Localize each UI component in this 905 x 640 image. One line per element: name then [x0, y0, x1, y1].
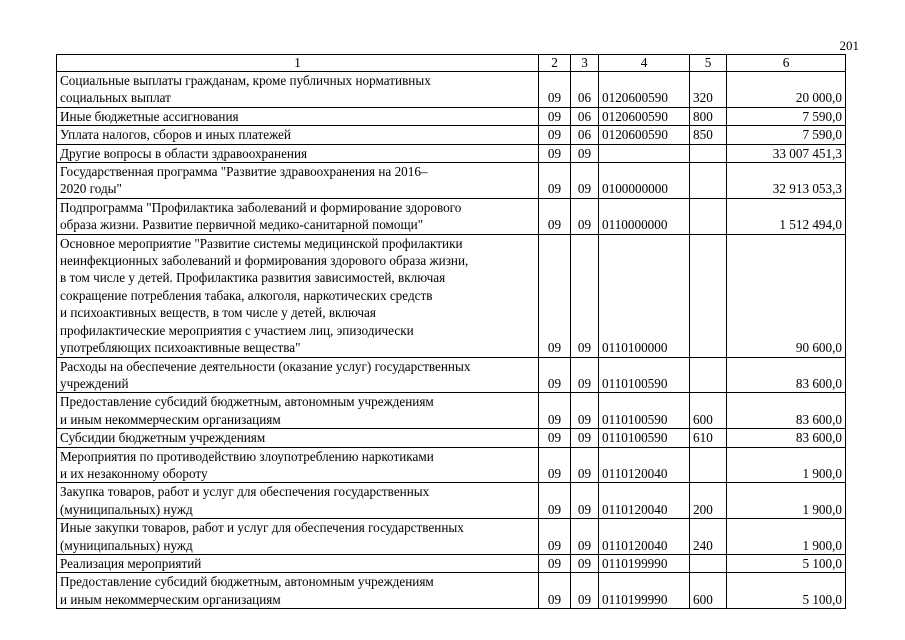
row-name-line: Мероприятия по противодействию злоупотреблению наркотиками [60, 448, 434, 464]
row-sum: 83 600,0 [727, 357, 846, 393]
row-target-article: 0110100590 [599, 393, 690, 429]
table-body [57, 72, 846, 609]
row-subsection: 09 [571, 393, 599, 429]
row-name [57, 447, 539, 483]
table-row [57, 357, 846, 393]
row-expense-type [690, 447, 727, 483]
row-name [57, 357, 539, 393]
row-expense-type: 200 [690, 483, 727, 519]
row-sum: 83 600,0 [727, 429, 846, 447]
row-name [57, 483, 539, 519]
row-sum: 33 007 451,3 [727, 144, 846, 162]
row-name-line: и их незаконному обороту [60, 465, 208, 481]
row-name-line: Иные бюджетные ассигнования [60, 108, 239, 124]
table-row [57, 483, 846, 519]
row-name [57, 163, 539, 199]
row-sum: 1 900,0 [727, 519, 846, 555]
row-name-line: социальных выплат [60, 90, 171, 106]
row-section: 09 [539, 107, 571, 125]
row-sum: 20 000,0 [727, 72, 846, 108]
row-sum: 5 100,0 [727, 554, 846, 572]
row-name [57, 554, 539, 572]
row-subsection: 06 [571, 107, 599, 125]
col-header-section: 2 [539, 55, 571, 72]
row-sum: 1 512 494,0 [727, 198, 846, 234]
row-name [57, 429, 539, 447]
row-name-line: Социальные выплаты гражданам, кроме публичных нормативных [60, 73, 431, 88]
row-expense-type [690, 234, 727, 357]
page-number: 201 [839, 38, 859, 53]
row-target-article: 0110199990 [599, 554, 690, 572]
table-row [57, 198, 846, 234]
row-name-line: (муниципальных) нужд [60, 501, 193, 517]
row-name-line: и иным некоммерческим организациям [60, 411, 281, 427]
row-subsection: 09 [571, 573, 599, 609]
row-name-line: Реализация мероприятий [60, 555, 202, 571]
row-name-line: Субсидии бюджетным учреждениям [60, 430, 266, 446]
row-section: 09 [539, 198, 571, 234]
row-subsection: 09 [571, 447, 599, 483]
row-target-article: 0110100590 [599, 429, 690, 447]
row-name [57, 519, 539, 555]
row-section: 09 [539, 126, 571, 144]
table-row [57, 573, 846, 609]
row-expense-type: 240 [690, 519, 727, 555]
budget-table [56, 54, 846, 609]
col-header-name: 1 [57, 55, 539, 72]
row-sum: 32 913 053,3 [727, 163, 846, 199]
table-row [57, 144, 846, 162]
row-section: 09 [539, 393, 571, 429]
row-name-line: Другие вопросы в области здравоохранения [60, 145, 308, 161]
table-row [57, 234, 846, 357]
row-target-article: 0110120040 [599, 483, 690, 519]
row-name-line: Предоставление субсидий бюджетным, автономным учреждениям [60, 394, 434, 410]
row-target-article: 0120600590 [599, 126, 690, 144]
row-target-article: 0120600590 [599, 72, 690, 108]
row-expense-type [690, 163, 727, 199]
row-section: 09 [539, 234, 571, 357]
row-section: 09 [539, 483, 571, 519]
row-subsection: 09 [571, 429, 599, 447]
row-expense-type [690, 198, 727, 234]
table-row [57, 393, 846, 429]
row-name [57, 107, 539, 125]
row-subsection: 09 [571, 483, 599, 519]
row-name-line: Уплата налогов, сборов и иных платежей [60, 127, 291, 143]
row-section: 09 [539, 429, 571, 447]
row-expense-type: 610 [690, 429, 727, 447]
row-subsection: 09 [571, 519, 599, 555]
row-section: 09 [539, 447, 571, 483]
row-name-line: Государственная программа "Развитие здравоохранения на 2016– [60, 164, 428, 180]
row-expense-type: 320 [690, 72, 727, 108]
row-name-line: Расходы на обеспечение деятельности (оказание услуг) государственных [60, 358, 471, 374]
row-target-article: 0110120040 [599, 519, 690, 555]
row-subsection: 09 [571, 357, 599, 393]
row-name [57, 234, 539, 357]
table-row [57, 447, 846, 483]
row-target-article: 0110100590 [599, 357, 690, 393]
row-name-line: Предоставление субсидий бюджетным, автономным учреждениям [60, 574, 434, 590]
row-name-line: (муниципальных) нужд [60, 537, 193, 553]
row-name-line: и иным некоммерческим организациям [60, 591, 281, 607]
row-name [57, 126, 539, 144]
row-expense-type: 850 [690, 126, 727, 144]
row-expense-type [690, 357, 727, 393]
row-name-line: учреждений [60, 375, 129, 391]
row-name [57, 198, 539, 234]
row-sum: 7 590,0 [727, 126, 846, 144]
col-header-expense-type: 5 [690, 55, 727, 72]
row-expense-type: 600 [690, 573, 727, 609]
col-header-sum: 6 [727, 55, 846, 72]
row-target-article: 0120600590 [599, 107, 690, 125]
row-section: 09 [539, 163, 571, 199]
row-subsection: 09 [571, 198, 599, 234]
row-name-line: употребляющих психоактивные вещества" [60, 340, 301, 356]
row-section: 09 [539, 72, 571, 108]
row-name-line: Основное мероприятие "Развитие системы медицинской профилактики [60, 235, 463, 251]
row-subsection: 09 [571, 234, 599, 357]
row-section: 09 [539, 144, 571, 162]
row-name-line: в том числе у детей. Профилактика развития зависимостей, включая [60, 270, 446, 286]
row-sum: 7 590,0 [727, 107, 846, 125]
col-header-target-article: 4 [599, 55, 690, 72]
row-name-line: Подпрограмма "Профилактика заболеваний и формирование здорового [60, 199, 462, 215]
row-expense-type [690, 144, 727, 162]
row-sum: 90 600,0 [727, 234, 846, 357]
row-expense-type: 800 [690, 107, 727, 125]
row-target-article: 0110000000 [599, 198, 690, 234]
row-name-line: и психоактивных веществ, в том числе у детей, включая [60, 305, 376, 321]
row-name-line: сокращение потребления табака, алкоголя, наркотических средств [60, 287, 433, 303]
row-subsection: 09 [571, 144, 599, 162]
table-row [57, 126, 846, 144]
row-target-article: 0110100000 [599, 234, 690, 357]
row-expense-type [690, 554, 727, 572]
row-sum: 83 600,0 [727, 393, 846, 429]
row-name [57, 144, 539, 162]
table-row [57, 554, 846, 572]
row-subsection: 06 [571, 72, 599, 108]
header-row [57, 55, 846, 72]
col-header-subsection: 3 [571, 55, 599, 72]
row-expense-type: 600 [690, 393, 727, 429]
row-subsection: 09 [571, 163, 599, 199]
table-row [57, 429, 846, 447]
table-row [57, 519, 846, 555]
row-section: 09 [539, 573, 571, 609]
table-row [57, 107, 846, 125]
row-subsection: 09 [571, 554, 599, 572]
row-target-article: 0100000000 [599, 163, 690, 199]
row-name-line: Закупка товаров, работ и услуг для обеспечения государственных [60, 484, 430, 500]
row-name [57, 573, 539, 609]
row-name [57, 72, 539, 108]
row-sum: 5 100,0 [727, 573, 846, 609]
table-row [57, 72, 846, 108]
row-sum: 1 900,0 [727, 483, 846, 519]
row-name-line: неинфекционных заболеваний и формирования здорового образа жизни, [60, 253, 469, 269]
row-target-article: 0110199990 [599, 573, 690, 609]
row-name-line: профилактические мероприятия с участием лиц, эпизодически [60, 322, 414, 338]
row-target-article: 0110120040 [599, 447, 690, 483]
row-section: 09 [539, 519, 571, 555]
row-target-article [599, 144, 690, 162]
row-name-line: образа жизни. Развитие первичной медико-санитарной помощи" [60, 217, 424, 233]
table-row [57, 163, 846, 199]
row-section: 09 [539, 554, 571, 572]
row-subsection: 06 [571, 126, 599, 144]
row-name [57, 393, 539, 429]
row-name-line: Иные закупки товаров, работ и услуг для обеспечения государственных [60, 520, 464, 536]
row-section: 09 [539, 357, 571, 393]
row-name-line: 2020 годы" [60, 181, 122, 197]
row-sum: 1 900,0 [727, 447, 846, 483]
